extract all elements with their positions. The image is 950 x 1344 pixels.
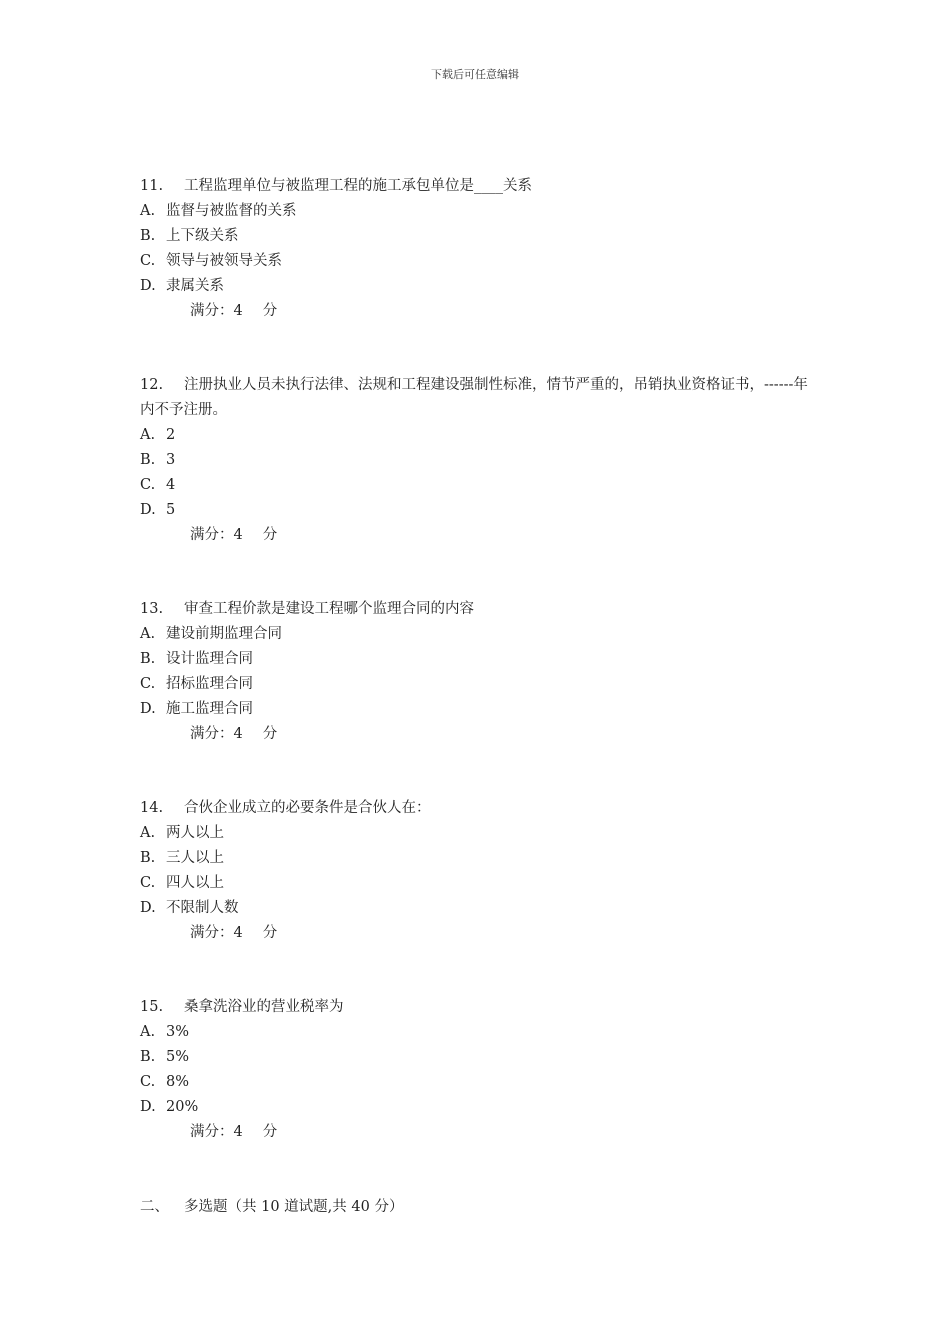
question-15 — [140, 995, 820, 1145]
question-text: 工程监理单位与被监理工程的施工承包单位是____关系 — [184, 178, 532, 194]
option-a: A. 监督与被监督的关系 — [140, 203, 297, 219]
question-number: 13. — [140, 601, 164, 617]
option-a: A. 3% — [140, 1024, 190, 1040]
option-d: D. 不限制人数 — [140, 900, 239, 916]
question-12 — [140, 373, 820, 548]
option-b: B. 3 — [140, 452, 176, 468]
question-text: 合伙企业成立的必要条件是合伙人在： — [184, 800, 431, 816]
option-b: B. 上下级关系 — [140, 228, 239, 244]
question-13 — [140, 597, 820, 747]
option-d: D. 施工监理合同 — [140, 701, 253, 717]
question-stem — [140, 796, 820, 821]
question-number: 14. — [140, 800, 164, 816]
score-line: 满分：4 分 — [190, 925, 278, 941]
option-c: C. 招标监理合同 — [140, 676, 253, 692]
question-stem — [140, 597, 820, 622]
score-line: 满分：4 分 — [190, 726, 278, 742]
question-number: 11. — [140, 178, 164, 194]
question-stem — [140, 174, 820, 199]
section-title: 多选题（共 10 道试题,共 40 分） — [184, 1199, 404, 1215]
score-line: 满分：4 分 — [190, 527, 278, 543]
page-header: 下载后可任意编辑 — [431, 68, 519, 81]
option-b: B. 5% — [140, 1049, 190, 1065]
option-b: B. 设计监理合同 — [140, 651, 253, 667]
question-stem — [140, 995, 820, 1020]
question-text: 审查工程价款是建设工程哪个监理合同的内容 — [184, 601, 474, 617]
option-a: A. 建设前期监理合同 — [140, 626, 282, 642]
question-text: 注册执业人员未执行法律、法规和工程建设强制性标准，情节严重的，吊销执业资格证书，------年内不予注册。 — [140, 377, 808, 418]
option-c: C. 领导与被领导关系 — [140, 253, 282, 269]
section-heading — [140, 1195, 403, 1220]
option-a: A. 两人以上 — [140, 825, 224, 841]
question-11 — [140, 174, 820, 324]
option-c: C. 8% — [140, 1074, 190, 1090]
option-c: C. 4 — [140, 477, 176, 493]
option-d: D. 5 — [140, 502, 176, 518]
question-number: 12. — [140, 377, 164, 393]
option-b: B. 三人以上 — [140, 850, 224, 866]
option-c: C. 四人以上 — [140, 875, 224, 891]
option-a: A. 2 — [140, 427, 176, 443]
section-number: 二、 — [140, 1199, 169, 1215]
question-number: 15. — [140, 999, 164, 1015]
question-text: 桑拿洗浴业的营业税率为 — [184, 999, 344, 1015]
question-stem — [140, 373, 820, 423]
score-line: 满分：4 分 — [190, 1124, 278, 1140]
score-line: 满分：4 分 — [190, 303, 278, 319]
option-d: D. 20% — [140, 1099, 199, 1115]
question-14 — [140, 796, 820, 946]
option-d: D. 隶属关系 — [140, 278, 224, 294]
